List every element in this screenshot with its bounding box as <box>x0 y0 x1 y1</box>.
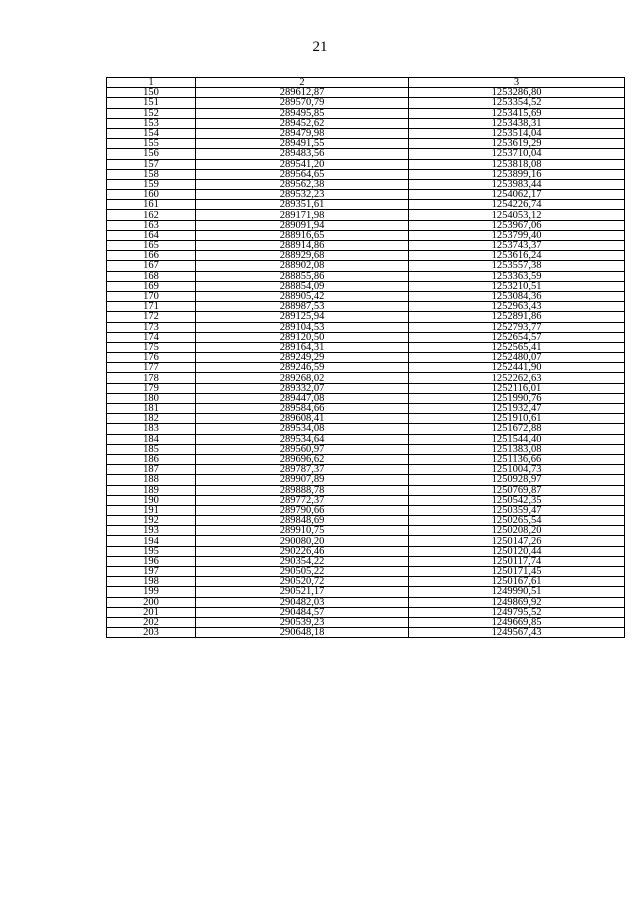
table-cell: 198 <box>107 577 196 587</box>
table-cell: 161 <box>107 200 196 210</box>
table-cell: 166 <box>107 251 196 261</box>
table-cell: 289351,61 <box>196 200 409 210</box>
table-cell: 195 <box>107 546 196 556</box>
table-cell: 289584,66 <box>196 404 409 414</box>
table-cell: 162 <box>107 210 196 220</box>
table-row <box>107 271 625 281</box>
table-row <box>107 516 625 526</box>
table-cell: 152 <box>107 108 196 118</box>
table-cell: 1249990,51 <box>409 587 625 597</box>
table-row <box>107 597 625 607</box>
table-cell: 203 <box>107 628 196 638</box>
table-cell: 201 <box>107 607 196 617</box>
table-cell: 1252565,41 <box>409 342 625 352</box>
table-cell: 288905,42 <box>196 291 409 301</box>
table-cell: 288902,08 <box>196 261 409 271</box>
table-cell: 1253899,16 <box>409 169 625 179</box>
table-cell: 1251004,73 <box>409 465 625 475</box>
table-cell: 1252654,57 <box>409 332 625 342</box>
table-cell: 1253210,51 <box>409 281 625 291</box>
table-cell: 1251672,88 <box>409 424 625 434</box>
table-row <box>107 454 625 464</box>
table-cell: 188 <box>107 475 196 485</box>
table-cell: 1252262,63 <box>409 373 625 383</box>
table-cell: 289790,66 <box>196 505 409 515</box>
table-row <box>107 617 625 627</box>
table-cell: 1252441,90 <box>409 363 625 373</box>
table-cell: 289562,38 <box>196 179 409 189</box>
table-row <box>107 98 625 108</box>
table-row <box>107 128 625 138</box>
table-cell: 153 <box>107 118 196 128</box>
table-header <box>107 78 625 88</box>
table-cell: 1249669,85 <box>409 617 625 627</box>
table-row <box>107 139 625 149</box>
table-cell: 288987,53 <box>196 302 409 312</box>
table-cell: 1253084,36 <box>409 291 625 301</box>
table-row <box>107 353 625 363</box>
table-cell: 1253286,80 <box>409 88 625 98</box>
table-row <box>107 444 625 454</box>
table-cell: 1253616,24 <box>409 251 625 261</box>
table-cell: 289848,69 <box>196 516 409 526</box>
table-cell: 290080,20 <box>196 536 409 546</box>
table-row <box>107 241 625 251</box>
table-row <box>107 332 625 342</box>
table-row <box>107 159 625 169</box>
table-cell: 289249,29 <box>196 353 409 363</box>
table-cell: 191 <box>107 505 196 515</box>
table-cell: 1252963,43 <box>409 302 625 312</box>
table-cell: 1253363,59 <box>409 271 625 281</box>
table-row <box>107 424 625 434</box>
table-cell: 1253354,52 <box>409 98 625 108</box>
table-cell: 189 <box>107 485 196 495</box>
table-cell: 290539,23 <box>196 617 409 627</box>
table-row <box>107 179 625 189</box>
table-cell: 193 <box>107 526 196 536</box>
table-row <box>107 169 625 179</box>
table-cell: 1253415,69 <box>409 108 625 118</box>
table-cell: 1252891,86 <box>409 312 625 322</box>
table-row <box>107 230 625 240</box>
table-cell: 289564,65 <box>196 169 409 179</box>
table-cell: 1250542,35 <box>409 495 625 505</box>
table-row <box>107 210 625 220</box>
table-cell: 1250120,44 <box>409 546 625 556</box>
table-cell: 1251990,76 <box>409 393 625 403</box>
table-cell: 289608,41 <box>196 414 409 424</box>
table-cell: 1252480,07 <box>409 353 625 363</box>
table-row <box>107 567 625 577</box>
table-cell: 156 <box>107 149 196 159</box>
table-cell: 1249869,92 <box>409 597 625 607</box>
table-row <box>107 363 625 373</box>
table-cell: 289532,23 <box>196 190 409 200</box>
table-cell: 165 <box>107 241 196 251</box>
header-row <box>107 78 625 88</box>
table-cell: 159 <box>107 179 196 189</box>
table-cell: 289104,53 <box>196 322 409 332</box>
table-cell: 289534,08 <box>196 424 409 434</box>
table-cell: 289534,64 <box>196 434 409 444</box>
table-cell: 168 <box>107 271 196 281</box>
table-row <box>107 546 625 556</box>
table-row <box>107 505 625 515</box>
table-row <box>107 200 625 210</box>
table-cell: 163 <box>107 220 196 230</box>
table-cell: 290482,03 <box>196 597 409 607</box>
table-cell: 290484,57 <box>196 607 409 617</box>
table-row <box>107 342 625 352</box>
table-cell: 1251383,08 <box>409 444 625 454</box>
table-row <box>107 312 625 322</box>
table-cell: 1250928,97 <box>409 475 625 485</box>
table-row <box>107 251 625 261</box>
table-cell: 1253557,38 <box>409 261 625 271</box>
column-header-1: 1 <box>107 78 196 88</box>
table-cell: 1253743,37 <box>409 241 625 251</box>
table-row <box>107 302 625 312</box>
table-cell: 1253818,08 <box>409 159 625 169</box>
table-cell: 289268,02 <box>196 373 409 383</box>
table-cell: 289452,62 <box>196 118 409 128</box>
table-cell: 184 <box>107 434 196 444</box>
table-cell: 289479,98 <box>196 128 409 138</box>
table-row <box>107 414 625 424</box>
table-cell: 1251136,66 <box>409 454 625 464</box>
table-cell: 157 <box>107 159 196 169</box>
table-cell: 289332,07 <box>196 383 409 393</box>
table-row <box>107 393 625 403</box>
table-cell: 288855,86 <box>196 271 409 281</box>
table-cell: 290521,17 <box>196 587 409 597</box>
table-cell: 1251544,40 <box>409 434 625 444</box>
table-cell: 182 <box>107 414 196 424</box>
table-cell: 289483,56 <box>196 149 409 159</box>
table-cell: 290226,46 <box>196 546 409 556</box>
table-row <box>107 220 625 230</box>
table-row <box>107 536 625 546</box>
table-cell: 1253983,44 <box>409 179 625 189</box>
table-cell: 179 <box>107 383 196 393</box>
table-cell: 185 <box>107 444 196 454</box>
table-row <box>107 383 625 393</box>
table-cell: 1250208,20 <box>409 526 625 536</box>
table-cell: 289888,78 <box>196 485 409 495</box>
table-cell: 173 <box>107 322 196 332</box>
table-row <box>107 190 625 200</box>
table-row <box>107 465 625 475</box>
table-cell: 289772,37 <box>196 495 409 505</box>
table-row <box>107 118 625 128</box>
table-cell: 192 <box>107 516 196 526</box>
table-row <box>107 108 625 118</box>
table-row <box>107 628 625 638</box>
table-cell: 289560,97 <box>196 444 409 454</box>
table-cell: 176 <box>107 353 196 363</box>
table-cell: 169 <box>107 281 196 291</box>
table-cell: 158 <box>107 169 196 179</box>
table-cell: 1250265,54 <box>409 516 625 526</box>
table-cell: 289447,08 <box>196 393 409 403</box>
table-cell: 288914,86 <box>196 241 409 251</box>
table-cell: 150 <box>107 88 196 98</box>
table-cell: 288929,68 <box>196 251 409 261</box>
table-cell: 197 <box>107 567 196 577</box>
table-cell: 1251910,61 <box>409 414 625 424</box>
table-cell: 290520,72 <box>196 577 409 587</box>
table-cell: 1253619,29 <box>409 139 625 149</box>
table-cell: 289612,87 <box>196 88 409 98</box>
column-header-2: 2 <box>196 78 409 88</box>
table-cell: 290354,22 <box>196 556 409 566</box>
table-cell: 289491,55 <box>196 139 409 149</box>
table-cell: 186 <box>107 454 196 464</box>
table-cell: 1253438,31 <box>409 118 625 128</box>
table-row <box>107 607 625 617</box>
table-cell: 183 <box>107 424 196 434</box>
coordinates-table <box>106 77 625 638</box>
page-number: 21 <box>312 39 328 55</box>
table-cell: 1250167,61 <box>409 577 625 587</box>
table-cell: 289495,85 <box>196 108 409 118</box>
table-cell: 178 <box>107 373 196 383</box>
table-cell: 290648,18 <box>196 628 409 638</box>
table-cell: 1253710,04 <box>409 149 625 159</box>
table-cell: 181 <box>107 404 196 414</box>
table-cell: 187 <box>107 465 196 475</box>
table-cell: 289910,75 <box>196 526 409 536</box>
table-cell: 289171,98 <box>196 210 409 220</box>
table-cell: 171 <box>107 302 196 312</box>
table-cell: 1253514,04 <box>409 128 625 138</box>
table-row <box>107 495 625 505</box>
table-cell: 194 <box>107 536 196 546</box>
table-cell: 1250769,87 <box>409 485 625 495</box>
table-cell: 1254062,17 <box>409 190 625 200</box>
table-row <box>107 556 625 566</box>
table-cell: 1252116,01 <box>409 383 625 393</box>
table-cell: 288916,65 <box>196 230 409 240</box>
table-cell: 151 <box>107 98 196 108</box>
table-cell: 180 <box>107 393 196 403</box>
table-cell: 202 <box>107 617 196 627</box>
table-cell: 154 <box>107 128 196 138</box>
table-cell: 1250147,26 <box>409 536 625 546</box>
table-cell: 288854,09 <box>196 281 409 291</box>
column-header-3: 3 <box>409 78 625 88</box>
table-cell: 1254053,12 <box>409 210 625 220</box>
table-row <box>107 88 625 98</box>
table-row <box>107 404 625 414</box>
table-cell: 177 <box>107 363 196 373</box>
table-cell: 1250117,74 <box>409 556 625 566</box>
table-cell: 1253967,06 <box>409 220 625 230</box>
table-cell: 289907,89 <box>196 475 409 485</box>
table-cell: 1250359,47 <box>409 505 625 515</box>
table-cell: 289541,20 <box>196 159 409 169</box>
table-cell: 170 <box>107 291 196 301</box>
table-row <box>107 475 625 485</box>
table-cell: 155 <box>107 139 196 149</box>
table-cell: 167 <box>107 261 196 271</box>
table-cell: 290505,22 <box>196 567 409 577</box>
table-cell: 200 <box>107 597 196 607</box>
table-cell: 190 <box>107 495 196 505</box>
table-cell: 1252793,77 <box>409 322 625 332</box>
table-cell: 289125,94 <box>196 312 409 322</box>
table-cell: 174 <box>107 332 196 342</box>
table-cell: 289787,37 <box>196 465 409 475</box>
table-row <box>107 149 625 159</box>
table-row <box>107 577 625 587</box>
table-row <box>107 281 625 291</box>
table-cell: 196 <box>107 556 196 566</box>
table-row <box>107 587 625 597</box>
table-cell: 1249795,52 <box>409 607 625 617</box>
table-row <box>107 434 625 444</box>
table-row <box>107 526 625 536</box>
table-cell: 289120,50 <box>196 332 409 342</box>
table-cell: 172 <box>107 312 196 322</box>
table-row <box>107 322 625 332</box>
table-cell: 289091,94 <box>196 220 409 230</box>
table-cell: 1253799,40 <box>409 230 625 240</box>
table-cell: 164 <box>107 230 196 240</box>
table-cell: 289246,59 <box>196 363 409 373</box>
table-cell: 289164,31 <box>196 342 409 352</box>
table-row <box>107 373 625 383</box>
table-cell: 1249567,43 <box>409 628 625 638</box>
table-cell: 199 <box>107 587 196 597</box>
table-row <box>107 261 625 271</box>
table-row <box>107 485 625 495</box>
table-cell: 1251932,47 <box>409 404 625 414</box>
table-cell: 175 <box>107 342 196 352</box>
table-cell: 289696,62 <box>196 454 409 464</box>
table-cell: 289570,79 <box>196 98 409 108</box>
table-body <box>107 88 625 638</box>
table-cell: 1254226,74 <box>409 200 625 210</box>
table-cell: 1250171,45 <box>409 567 625 577</box>
table-cell: 160 <box>107 190 196 200</box>
table-row <box>107 291 625 301</box>
